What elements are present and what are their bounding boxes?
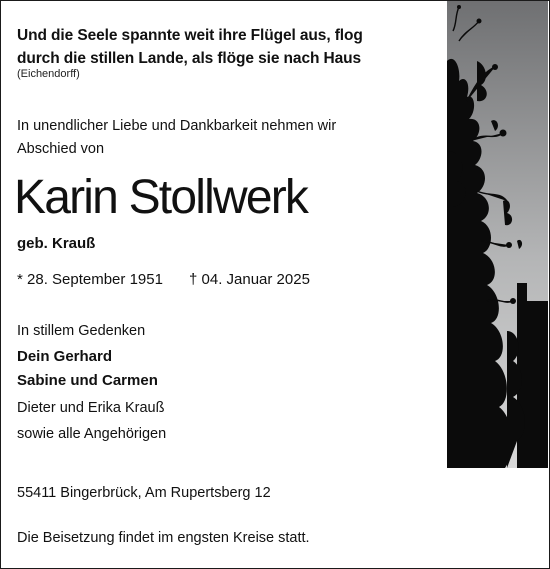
mourner-line: Dein Gerhard [17,348,113,365]
birth-date: * 28. September 1951 [17,271,163,288]
quote-author: (Eichendorff) [17,68,80,80]
quote [17,24,363,70]
mourner-line: sowie alle Angehörigen [17,426,167,442]
intro-text [17,115,336,161]
intro-line-2: Abschied von [17,141,105,157]
funeral-note: Die Beisetzung findet im engsten Kreise statt. [17,530,310,546]
mourners-intro: In stillem Gedenken [17,323,146,339]
tree-silhouette-photo [447,1,548,468]
birth-name: geb. Krauß [17,235,96,252]
address: 55411 Bingerbrück, Am Rupertsberg 12 [17,485,271,501]
deceased-name: Karin Stollwerk [14,171,308,224]
mourner-line: Dieter und Erika Krauß [17,400,165,416]
mourner-line: Sabine und Carmen [17,372,158,389]
quote-line-2: durch die stillen Lande, als flöge sie nach Haus [17,50,362,67]
intro-line-1: In unendlicher Liebe und Dankbarkeit nehmen wir [17,118,337,134]
death-date: † 04. Januar 2025 [189,271,310,288]
quote-line-1: Und die Seele spannte weit ihre Flügel aus, flog [17,27,363,44]
